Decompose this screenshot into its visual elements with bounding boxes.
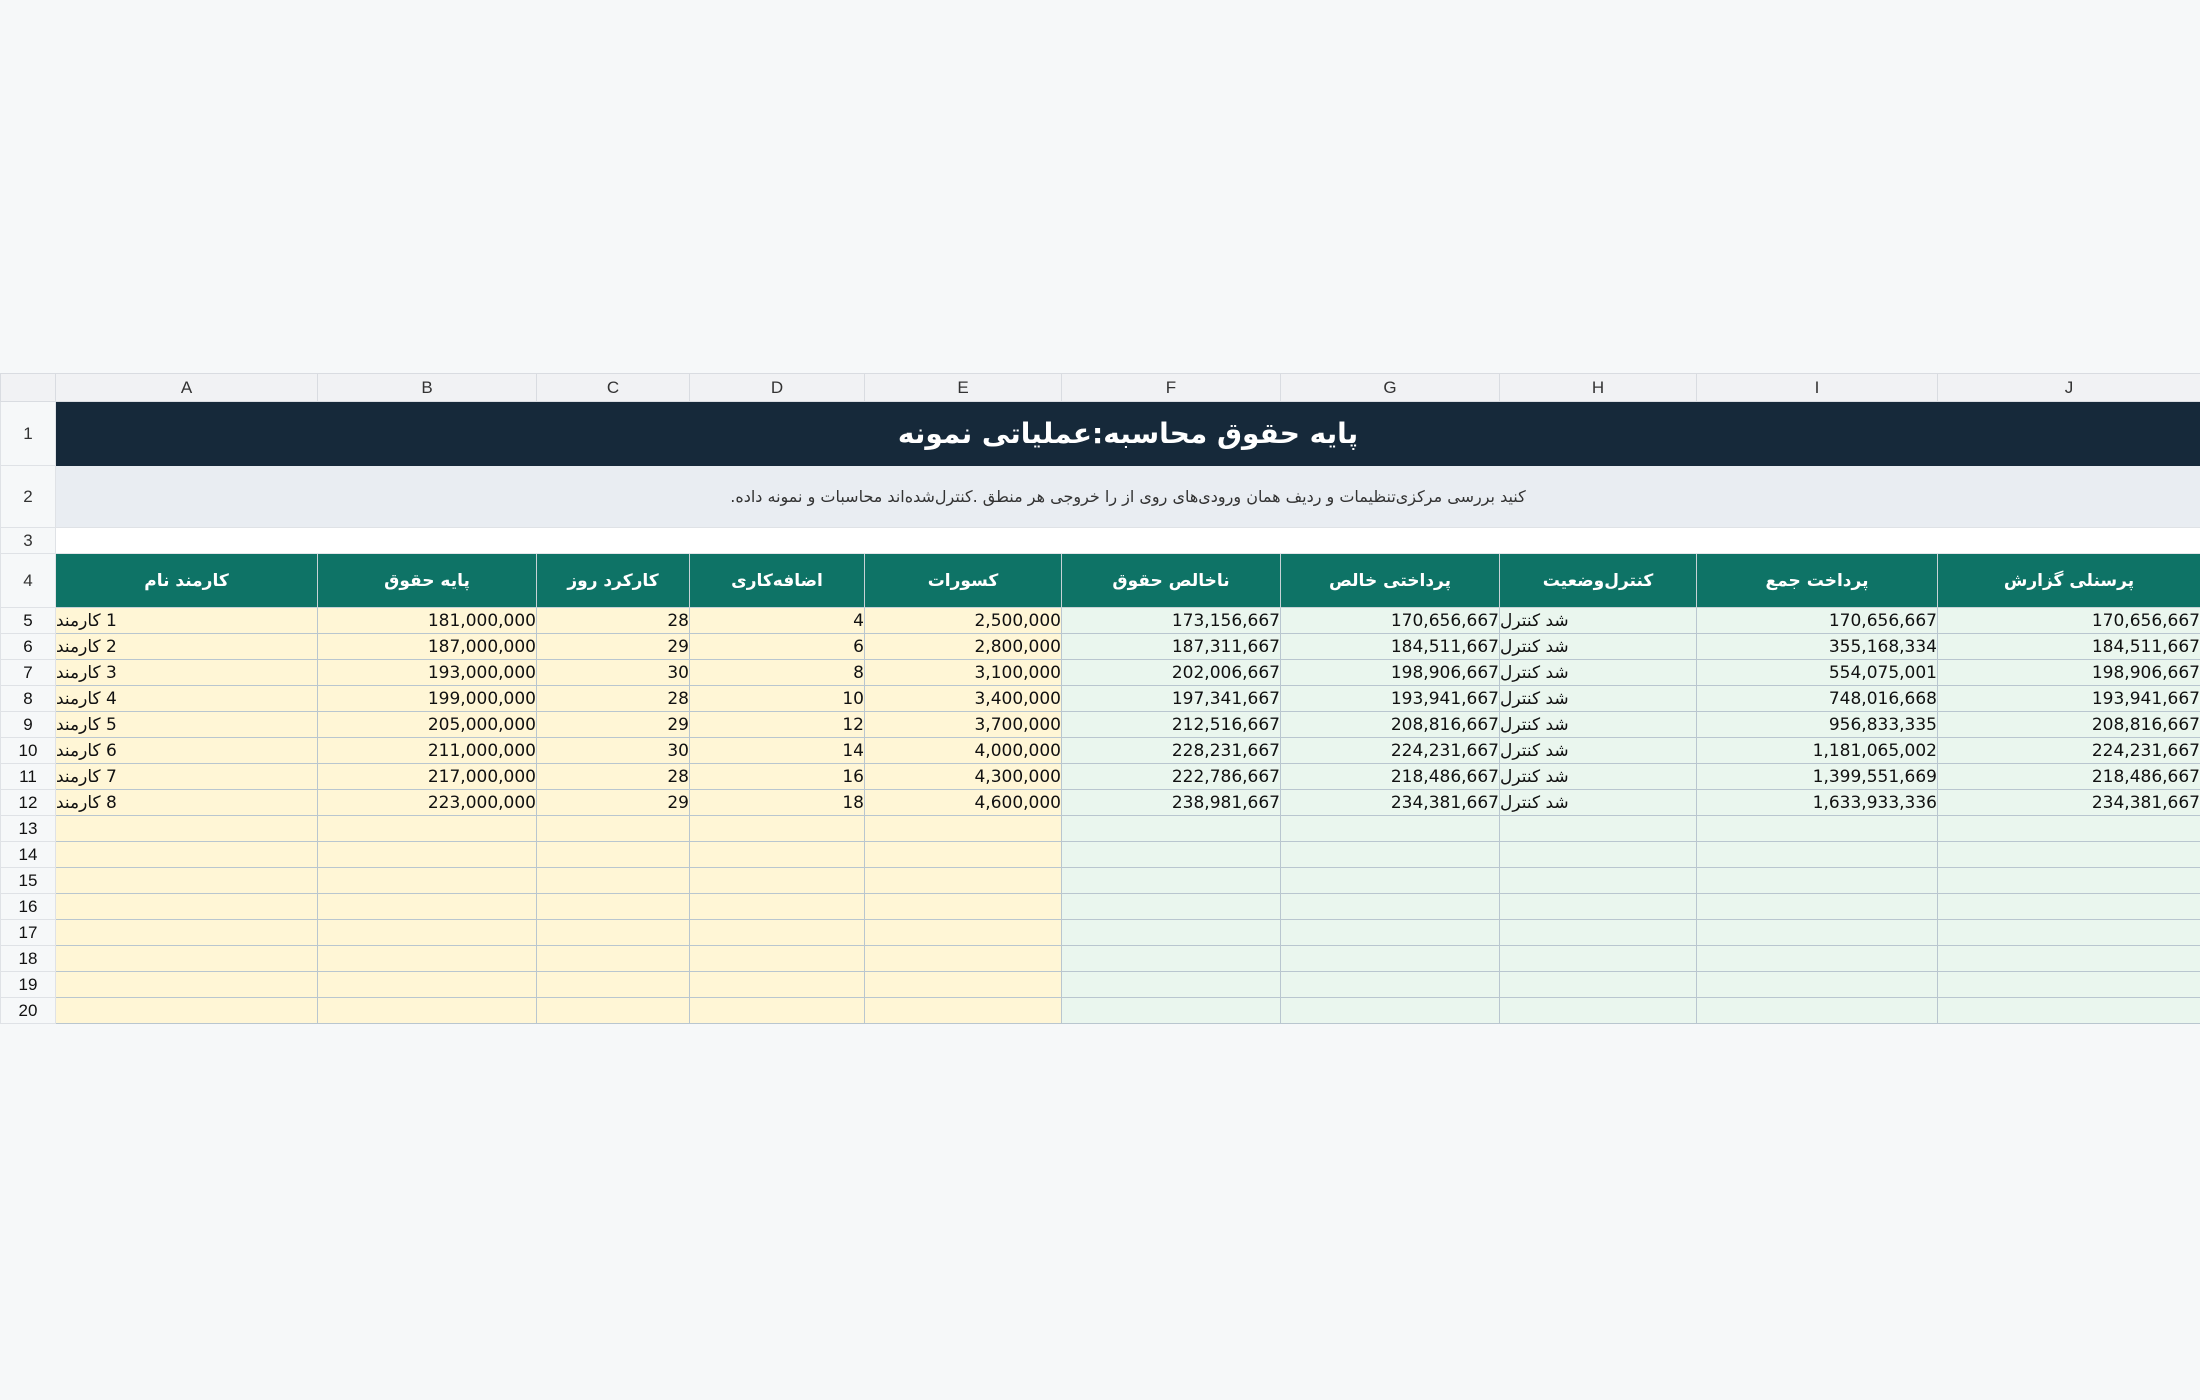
table-header-cell[interactable]: اضافه‌کاری [690,554,865,608]
empty-cell[interactable] [1500,868,1697,894]
row-header[interactable]: 7 [1,660,56,686]
cell-overtime[interactable]: 4 [690,608,865,634]
empty-cell[interactable] [318,972,537,998]
empty-cell[interactable] [865,998,1062,1024]
column-header-i[interactable]: I [1697,374,1938,402]
table-row [1,738,2200,764]
row-header-1[interactable]: 1 [1,402,56,466]
cell-cumulative[interactable]: 355,168,334 [1697,634,1938,660]
row-header[interactable]: 9 [1,712,56,738]
empty-cell[interactable] [318,868,537,894]
empty-cell[interactable] [865,972,1062,998]
table-header-cell[interactable]: ناخالص حقوق [1062,554,1281,608]
empty-cell[interactable] [690,868,865,894]
table-header-cell[interactable]: کسورات [865,554,1062,608]
empty-cell[interactable] [1938,920,2200,946]
sheet-grid [0,373,2200,1024]
cell-report[interactable]: 218,486,667 [1938,764,2200,790]
spreadsheet [0,373,2200,1024]
empty-cell[interactable] [1281,816,1500,842]
cell-overtime[interactable]: 12 [690,712,865,738]
column-header-g[interactable]: G [1281,374,1500,402]
empty-cell[interactable] [865,868,1062,894]
empty-cell[interactable] [1938,894,2200,920]
cell-name[interactable]: 6 کارمند [56,738,318,764]
cell-base[interactable]: 223,000,000 [318,790,537,816]
cell-status[interactable]: شد کنترل [1500,686,1697,712]
empty-cell[interactable] [537,894,690,920]
row-header[interactable]: 14 [1,842,56,868]
table-row [1,686,2200,712]
empty-cell[interactable] [1697,894,1938,920]
cell-overtime[interactable]: 8 [690,660,865,686]
empty-cell[interactable] [1281,842,1500,868]
cell-net[interactable]: 218,486,667 [1281,764,1500,790]
empty-cell[interactable] [1062,816,1281,842]
blank-cell[interactable] [56,528,2200,554]
empty-cell[interactable] [318,894,537,920]
empty-cell[interactable] [56,868,318,894]
table-row [1,972,2200,998]
blank-row [1,528,2200,554]
table-header-row [1,554,2200,608]
empty-cell[interactable] [1281,868,1500,894]
table-row [1,894,2200,920]
empty-cell[interactable] [865,894,1062,920]
column-header-j[interactable]: J [1938,374,2200,402]
cell-cumulative[interactable]: 748,016,668 [1697,686,1938,712]
select-all-corner[interactable] [1,374,56,402]
cell-gross[interactable]: 173,156,667 [1062,608,1281,634]
cell-net[interactable]: 224,231,667 [1281,738,1500,764]
cell-overtime[interactable]: 14 [690,738,865,764]
empty-cell[interactable] [690,920,865,946]
column-header-h[interactable]: H [1500,374,1697,402]
empty-cell[interactable] [1281,946,1500,972]
table-row [1,660,2200,686]
cell-overtime[interactable]: 10 [690,686,865,712]
cell-report[interactable]: 234,381,667 [1938,790,2200,816]
cell-gross[interactable]: 222,786,667 [1062,764,1281,790]
empty-cell[interactable] [690,842,865,868]
empty-cell[interactable] [537,972,690,998]
empty-cell[interactable] [690,894,865,920]
cell-name[interactable]: 5 کارمند [56,712,318,738]
row-header[interactable]: 19 [1,972,56,998]
row-header[interactable]: 12 [1,790,56,816]
empty-cell[interactable] [1281,894,1500,920]
column-header-row [1,374,2200,402]
cell-base[interactable]: 193,000,000 [318,660,537,686]
table-header-cell[interactable]: کنترل‌وضعیت [1500,554,1697,608]
empty-cell[interactable] [1697,842,1938,868]
empty-cell[interactable] [56,946,318,972]
table-header-cell[interactable]: کارمند نام [56,554,318,608]
table-row [1,920,2200,946]
cell-deductions[interactable]: 4,000,000 [865,738,1062,764]
column-header-a[interactable]: A [56,374,318,402]
cell-net[interactable]: 193,941,667 [1281,686,1500,712]
cell-gross[interactable]: 187,311,667 [1062,634,1281,660]
cell-status[interactable]: شد کنترل [1500,660,1697,686]
row-header[interactable]: 15 [1,868,56,894]
empty-cell[interactable] [1500,816,1697,842]
cell-base[interactable]: 211,000,000 [318,738,537,764]
cell-status[interactable]: شد کنترل [1500,608,1697,634]
cell-overtime[interactable]: 16 [690,764,865,790]
cell-report[interactable]: 224,231,667 [1938,738,2200,764]
empty-cell[interactable] [56,920,318,946]
row-header[interactable]: 16 [1,894,56,920]
cell-deductions[interactable]: 4,600,000 [865,790,1062,816]
empty-cell[interactable] [1938,868,2200,894]
empty-cell[interactable] [1938,816,2200,842]
cell-net[interactable]: 170,656,667 [1281,608,1500,634]
empty-cell[interactable] [690,972,865,998]
row-header[interactable]: 11 [1,764,56,790]
table-row [1,816,2200,842]
column-header-e[interactable]: E [865,374,1062,402]
empty-cell[interactable] [1500,972,1697,998]
row-header-2[interactable]: 2 [1,466,56,528]
note-row [1,466,2200,528]
cell-deductions[interactable]: 3,700,000 [865,712,1062,738]
empty-cell[interactable] [318,842,537,868]
empty-cell[interactable] [56,894,318,920]
table-row [1,608,2200,634]
cell-base[interactable]: 181,000,000 [318,608,537,634]
empty-cell[interactable] [56,816,318,842]
empty-cell[interactable] [537,946,690,972]
empty-cell[interactable] [1697,920,1938,946]
cell-name[interactable]: 2 کارمند [56,634,318,660]
row-header-4[interactable]: 4 [1,554,56,608]
empty-cell[interactable] [690,946,865,972]
empty-cell[interactable] [865,946,1062,972]
cell-name[interactable]: 8 کارمند [56,790,318,816]
cell-status[interactable]: شد کنترل [1500,712,1697,738]
cell-gross[interactable]: 238,981,667 [1062,790,1281,816]
cell-base[interactable]: 187,000,000 [318,634,537,660]
column-header-f[interactable]: F [1062,374,1281,402]
empty-cell[interactable] [318,816,537,842]
empty-cell[interactable] [1500,894,1697,920]
empty-cell[interactable] [1938,998,2200,1024]
row-header[interactable]: 6 [1,634,56,660]
cell-status[interactable]: شد کنترل [1500,634,1697,660]
cell-status[interactable]: شد کنترل [1500,738,1697,764]
cell-status[interactable]: شد کنترل [1500,764,1697,790]
table-row [1,998,2200,1024]
empty-cell[interactable] [1697,816,1938,842]
empty-cell[interactable] [1281,920,1500,946]
empty-cell[interactable] [56,972,318,998]
table-header-cell[interactable]: کارکرد روز [537,554,690,608]
cell-net[interactable]: 198,906,667 [1281,660,1500,686]
cell-deductions[interactable]: 3,400,000 [865,686,1062,712]
cell-days[interactable]: 28 [537,764,690,790]
row-header[interactable]: 5 [1,608,56,634]
cell-cumulative[interactable]: 1,399,551,669 [1697,764,1938,790]
cell-cumulative[interactable]: 554,075,001 [1697,660,1938,686]
cell-name[interactable]: 7 کارمند [56,764,318,790]
cell-gross[interactable]: 202,006,667 [1062,660,1281,686]
cell-cumulative[interactable]: 1,633,933,336 [1697,790,1938,816]
empty-cell[interactable] [1697,946,1938,972]
empty-cell[interactable] [1281,972,1500,998]
cell-report[interactable]: 198,906,667 [1938,660,2200,686]
empty-cell[interactable] [690,998,865,1024]
cell-cumulative[interactable]: 170,656,667 [1697,608,1938,634]
cell-name[interactable]: 1 کارمند [56,608,318,634]
empty-cell[interactable] [1281,998,1500,1024]
cell-days[interactable]: 30 [537,738,690,764]
empty-cell[interactable] [1500,946,1697,972]
cell-deductions[interactable]: 2,800,000 [865,634,1062,660]
table-header-cell[interactable]: پرسنلی گزارش [1938,554,2200,608]
table-row [1,634,2200,660]
empty-cell[interactable] [1938,842,2200,868]
column-header-b[interactable]: B [318,374,537,402]
empty-cell[interactable] [56,998,318,1024]
cell-name[interactable]: 4 کارمند [56,686,318,712]
table-header-cell[interactable]: پرداختی خالص [1281,554,1500,608]
row-header[interactable]: 10 [1,738,56,764]
empty-cell[interactable] [1697,868,1938,894]
row-header[interactable]: 8 [1,686,56,712]
empty-cell[interactable] [537,868,690,894]
cell-gross[interactable]: 228,231,667 [1062,738,1281,764]
cell-days[interactable]: 29 [537,634,690,660]
empty-cell[interactable] [1062,842,1281,868]
table-row [1,790,2200,816]
cell-deductions[interactable]: 2,500,000 [865,608,1062,634]
empty-cell[interactable] [1062,972,1281,998]
cell-report[interactable]: 170,656,667 [1938,608,2200,634]
cell-days[interactable]: 28 [537,608,690,634]
cell-overtime[interactable]: 6 [690,634,865,660]
cell-cumulative[interactable]: 956,833,335 [1697,712,1938,738]
empty-cell[interactable] [865,816,1062,842]
cell-net[interactable]: 208,816,667 [1281,712,1500,738]
column-header-d[interactable]: D [690,374,865,402]
cell-gross[interactable]: 197,341,667 [1062,686,1281,712]
cell-net[interactable]: 184,511,667 [1281,634,1500,660]
empty-cell[interactable] [1500,998,1697,1024]
table-header-cell[interactable]: پایه حقوق [318,554,537,608]
empty-cell[interactable] [56,842,318,868]
cell-cumulative[interactable]: 1,181,065,002 [1697,738,1938,764]
cell-report[interactable]: 208,816,667 [1938,712,2200,738]
table-row [1,842,2200,868]
cell-days[interactable]: 29 [537,790,690,816]
cell-base[interactable]: 205,000,000 [318,712,537,738]
cell-deductions[interactable]: 3,100,000 [865,660,1062,686]
sheet-title[interactable]: پایه حقوق محاسبه:عملیاتی نمونه [56,402,2200,466]
empty-cell[interactable] [1062,894,1281,920]
row-header[interactable]: 13 [1,816,56,842]
empty-cell[interactable] [537,816,690,842]
empty-cell[interactable] [865,842,1062,868]
column-header-c[interactable]: C [537,374,690,402]
cell-deductions[interactable]: 4,300,000 [865,764,1062,790]
cell-overtime[interactable]: 18 [690,790,865,816]
empty-cell[interactable] [1938,972,2200,998]
empty-cell[interactable] [318,998,537,1024]
table-row [1,712,2200,738]
empty-cell[interactable] [537,842,690,868]
empty-cell[interactable] [1697,998,1938,1024]
empty-cell[interactable] [1062,920,1281,946]
grid-body [1,374,2200,1024]
empty-cell[interactable] [1500,842,1697,868]
empty-cell[interactable] [1062,868,1281,894]
table-header-cell[interactable]: پرداخت جمع [1697,554,1938,608]
empty-cell[interactable] [318,920,537,946]
empty-cell[interactable] [690,816,865,842]
empty-cell[interactable] [537,998,690,1024]
row-header-3[interactable]: 3 [1,528,56,554]
cell-status[interactable]: شد کنترل [1500,790,1697,816]
cell-report[interactable]: 184,511,667 [1938,634,2200,660]
table-row [1,946,2200,972]
cell-base[interactable]: 217,000,000 [318,764,537,790]
cell-gross[interactable]: 212,516,667 [1062,712,1281,738]
title-row [1,402,2200,466]
cell-days[interactable]: 29 [537,712,690,738]
empty-cell[interactable] [1697,972,1938,998]
cell-base[interactable]: 199,000,000 [318,686,537,712]
cell-report[interactable]: 193,941,667 [1938,686,2200,712]
table-row [1,868,2200,894]
sheet-note[interactable]: .کنید بررسی مرکزی‌تنظیمات و ردیف همان ورودی‌های روی از را خروجی هر منطق .کنترل‌شده‌اند محاسبات و نمونه داده [56,466,2200,528]
cell-days[interactable]: 30 [537,660,690,686]
cell-net[interactable]: 234,381,667 [1281,790,1500,816]
empty-cell[interactable] [1062,998,1281,1024]
empty-cell[interactable] [537,920,690,946]
empty-cell[interactable] [865,920,1062,946]
table-row [1,764,2200,790]
cell-name[interactable]: 3 کارمند [56,660,318,686]
empty-cell[interactable] [1938,946,2200,972]
empty-cell[interactable] [1062,946,1281,972]
cell-days[interactable]: 28 [537,686,690,712]
empty-cell[interactable] [1500,920,1697,946]
row-header[interactable]: 18 [1,946,56,972]
row-header[interactable]: 17 [1,920,56,946]
empty-cell[interactable] [318,946,537,972]
row-header[interactable]: 20 [1,998,56,1024]
